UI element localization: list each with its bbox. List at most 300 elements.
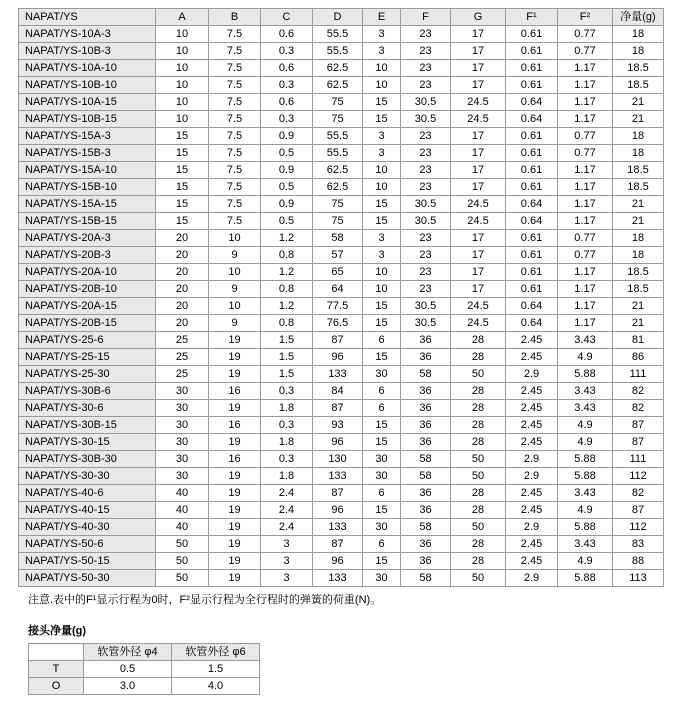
value-cell: 30.5: [401, 196, 451, 213]
value-cell: 23: [401, 247, 451, 264]
value-cell: 28: [451, 434, 506, 451]
value-cell: 30: [156, 468, 209, 485]
value-cell: 7.5: [209, 196, 261, 213]
value-cell: 6: [363, 485, 401, 502]
model-cell: NAPAT/YS-20A-15: [19, 298, 156, 315]
value-cell: 18: [613, 43, 664, 60]
value-cell: 96: [313, 434, 363, 451]
model-cell: NAPAT/YS-10A-15: [19, 94, 156, 111]
table-row: [19, 468, 664, 485]
spec-table: [18, 8, 664, 587]
value-cell: 20: [156, 230, 209, 247]
fitting-table-body: [29, 661, 260, 695]
value-cell: 1.2: [261, 264, 313, 281]
table-row: [29, 661, 260, 678]
model-cell: NAPAT/YS-20A-10: [19, 264, 156, 281]
value-cell: 15: [156, 213, 209, 230]
value-cell: 21: [613, 298, 664, 315]
value-cell: 57: [313, 247, 363, 264]
value-cell: 111: [613, 366, 664, 383]
value-cell: 3: [261, 570, 313, 587]
value-cell: 25: [156, 349, 209, 366]
table-row: [19, 332, 664, 349]
value-cell: 113: [613, 570, 664, 587]
table-row: [19, 43, 664, 60]
value-cell: 1.17: [558, 162, 613, 179]
value-cell: 40: [156, 502, 209, 519]
value-cell: 19: [209, 502, 261, 519]
value-cell: 15: [363, 298, 401, 315]
value-cell: 133: [313, 366, 363, 383]
value-cell: 0.9: [261, 162, 313, 179]
value-cell: 4.9: [558, 553, 613, 570]
value-cell: 7.5: [209, 77, 261, 94]
value-cell: 10: [209, 264, 261, 281]
value-cell: 2.9: [506, 468, 558, 485]
value-cell: 10: [156, 111, 209, 128]
value-cell: 2.4: [261, 485, 313, 502]
value-cell: 15: [363, 502, 401, 519]
value-cell: 18.5: [613, 60, 664, 77]
model-cell: NAPAT/YS-30B-6: [19, 383, 156, 400]
value-cell: 16: [209, 417, 261, 434]
table-row: [19, 451, 664, 468]
value-cell: 87: [313, 485, 363, 502]
value-cell: 133: [313, 519, 363, 536]
value-cell: 15: [363, 94, 401, 111]
value-cell: 62.5: [313, 60, 363, 77]
value-cell: 30: [363, 451, 401, 468]
value-cell: 7.5: [209, 162, 261, 179]
value-cell: 7.5: [209, 179, 261, 196]
value-cell: 2.45: [506, 349, 558, 366]
value-cell: 87: [313, 400, 363, 417]
value-cell: 87: [613, 434, 664, 451]
column-header: C: [261, 9, 313, 26]
model-cell: NAPAT/YS-50-6: [19, 536, 156, 553]
value-cell: 87: [313, 332, 363, 349]
value-cell: 50: [451, 366, 506, 383]
value-cell: 2.45: [506, 383, 558, 400]
value-cell: 2.45: [506, 553, 558, 570]
table-row: [19, 230, 664, 247]
value-cell: 50: [451, 451, 506, 468]
value-cell: 20: [156, 247, 209, 264]
value-cell: 133: [313, 570, 363, 587]
model-cell: NAPAT/YS-30B-30: [19, 451, 156, 468]
value-cell: 23: [401, 77, 451, 94]
value-cell: 20: [156, 264, 209, 281]
value-cell: 0.61: [506, 230, 558, 247]
value-cell: 96: [313, 349, 363, 366]
value-cell: 6: [363, 332, 401, 349]
value-cell: 5.88: [558, 468, 613, 485]
value-cell: 21: [613, 196, 664, 213]
value-cell: 1.8: [261, 434, 313, 451]
value-cell: 1.17: [558, 111, 613, 128]
value-cell: 55.5: [313, 26, 363, 43]
value-cell: 16: [209, 451, 261, 468]
value-cell: 20: [156, 315, 209, 332]
weight-value-cell: 0.5: [84, 661, 172, 678]
value-cell: 36: [401, 383, 451, 400]
value-cell: 96: [313, 553, 363, 570]
value-cell: 3: [363, 145, 401, 162]
value-cell: 18.5: [613, 179, 664, 196]
value-cell: 6: [363, 400, 401, 417]
model-cell: NAPAT/YS-15A-15: [19, 196, 156, 213]
value-cell: 1.17: [558, 94, 613, 111]
fitting-type-cell: O: [29, 678, 84, 695]
value-cell: 6: [363, 536, 401, 553]
value-cell: 24.5: [451, 94, 506, 111]
value-cell: 58: [401, 519, 451, 536]
table-row: [19, 315, 664, 332]
table-row: [19, 145, 664, 162]
value-cell: 9: [209, 281, 261, 298]
value-cell: 0.9: [261, 196, 313, 213]
value-cell: 28: [451, 502, 506, 519]
value-cell: 16: [209, 383, 261, 400]
value-cell: 0.61: [506, 281, 558, 298]
value-cell: 40: [156, 485, 209, 502]
value-cell: 0.3: [261, 43, 313, 60]
value-cell: 0.8: [261, 281, 313, 298]
value-cell: 50: [451, 570, 506, 587]
value-cell: 7.5: [209, 94, 261, 111]
fitting-table-header-row: [29, 644, 260, 661]
value-cell: 23: [401, 128, 451, 145]
table-row: [19, 77, 664, 94]
value-cell: 10: [363, 281, 401, 298]
value-cell: 18.5: [613, 162, 664, 179]
value-cell: 3: [261, 553, 313, 570]
value-cell: 83: [613, 536, 664, 553]
model-cell: NAPAT/YS-15B-3: [19, 145, 156, 162]
value-cell: 75: [313, 213, 363, 230]
value-cell: 1.8: [261, 400, 313, 417]
value-cell: 19: [209, 366, 261, 383]
value-cell: 15: [363, 349, 401, 366]
value-cell: 28: [451, 485, 506, 502]
corner-cell: [29, 644, 84, 661]
value-cell: 30: [156, 451, 209, 468]
value-cell: 15: [363, 213, 401, 230]
table-row: [19, 213, 664, 230]
value-cell: 30: [363, 570, 401, 587]
value-cell: 62.5: [313, 77, 363, 94]
value-cell: 24.5: [451, 298, 506, 315]
value-cell: 30.5: [401, 111, 451, 128]
value-cell: 15: [363, 417, 401, 434]
value-cell: 50: [451, 519, 506, 536]
value-cell: 17: [451, 43, 506, 60]
value-cell: 65: [313, 264, 363, 281]
column-header: E: [363, 9, 401, 26]
value-cell: 17: [451, 247, 506, 264]
value-cell: 23: [401, 179, 451, 196]
value-cell: 87: [613, 417, 664, 434]
value-cell: 18: [613, 247, 664, 264]
model-cell: NAPAT/YS-25-6: [19, 332, 156, 349]
value-cell: 10: [156, 94, 209, 111]
value-cell: 19: [209, 553, 261, 570]
value-cell: 18: [613, 230, 664, 247]
value-cell: 0.6: [261, 94, 313, 111]
value-cell: 17: [451, 162, 506, 179]
value-cell: 36: [401, 434, 451, 451]
value-cell: 9: [209, 247, 261, 264]
value-cell: 1.17: [558, 315, 613, 332]
value-cell: 82: [613, 400, 664, 417]
value-cell: 36: [401, 400, 451, 417]
value-cell: 28: [451, 332, 506, 349]
value-cell: 58: [313, 230, 363, 247]
model-cell: NAPAT/YS-20B-10: [19, 281, 156, 298]
table-row: [19, 94, 664, 111]
value-cell: 19: [209, 536, 261, 553]
value-cell: 15: [156, 162, 209, 179]
value-cell: 133: [313, 468, 363, 485]
value-cell: 40: [156, 519, 209, 536]
value-cell: 17: [451, 281, 506, 298]
hose-diameter-header: 软管外径 φ4: [84, 644, 172, 661]
value-cell: 0.3: [261, 111, 313, 128]
value-cell: 4.9: [558, 417, 613, 434]
value-cell: 0.5: [261, 179, 313, 196]
value-cell: 0.5: [261, 145, 313, 162]
value-cell: 36: [401, 417, 451, 434]
value-cell: 21: [613, 213, 664, 230]
value-cell: 4.9: [558, 502, 613, 519]
value-cell: 10: [209, 230, 261, 247]
value-cell: 30.5: [401, 315, 451, 332]
value-cell: 24.5: [451, 196, 506, 213]
value-cell: 30: [363, 519, 401, 536]
spec-table-header-row: [19, 9, 664, 26]
value-cell: 15: [363, 111, 401, 128]
table-row: [19, 128, 664, 145]
value-cell: 1.17: [558, 179, 613, 196]
value-cell: 87: [313, 536, 363, 553]
value-cell: 19: [209, 485, 261, 502]
value-cell: 20: [156, 298, 209, 315]
table-row: [19, 111, 664, 128]
value-cell: 17: [451, 179, 506, 196]
value-cell: 0.61: [506, 145, 558, 162]
value-cell: 0.8: [261, 247, 313, 264]
model-cell: NAPAT/YS-15A-10: [19, 162, 156, 179]
column-header: F²: [558, 9, 613, 26]
value-cell: 36: [401, 536, 451, 553]
value-cell: 0.61: [506, 247, 558, 264]
value-cell: 17: [451, 264, 506, 281]
value-cell: 24.5: [451, 111, 506, 128]
model-cell: NAPAT/YS-30-6: [19, 400, 156, 417]
table-row: [19, 502, 664, 519]
value-cell: 10: [363, 264, 401, 281]
value-cell: 84: [313, 383, 363, 400]
value-cell: 30: [363, 366, 401, 383]
model-cell: NAPAT/YS-50-30: [19, 570, 156, 587]
value-cell: 0.64: [506, 196, 558, 213]
value-cell: 19: [209, 468, 261, 485]
model-cell: NAPAT/YS-20B-3: [19, 247, 156, 264]
value-cell: 2.45: [506, 434, 558, 451]
value-cell: 36: [401, 553, 451, 570]
value-cell: 0.8: [261, 315, 313, 332]
value-cell: 23: [401, 43, 451, 60]
table-row: [29, 678, 260, 695]
value-cell: 76.5: [313, 315, 363, 332]
value-cell: 0.64: [506, 111, 558, 128]
value-cell: 0.61: [506, 43, 558, 60]
table-row: [19, 349, 664, 366]
column-header: F: [401, 9, 451, 26]
value-cell: 30: [156, 383, 209, 400]
weight-value-cell: 3.0: [84, 678, 172, 695]
value-cell: 3.43: [558, 485, 613, 502]
value-cell: 15: [156, 128, 209, 145]
value-cell: 17: [451, 230, 506, 247]
value-cell: 5.88: [558, 451, 613, 468]
value-cell: 0.61: [506, 77, 558, 94]
value-cell: 1.17: [558, 281, 613, 298]
value-cell: 1.5: [261, 349, 313, 366]
value-cell: 86: [613, 349, 664, 366]
value-cell: 75: [313, 196, 363, 213]
value-cell: 1.17: [558, 213, 613, 230]
value-cell: 55.5: [313, 145, 363, 162]
value-cell: 3: [261, 536, 313, 553]
value-cell: 5.88: [558, 519, 613, 536]
value-cell: 2.45: [506, 485, 558, 502]
value-cell: 77.5: [313, 298, 363, 315]
value-cell: 7.5: [209, 213, 261, 230]
value-cell: 25: [156, 366, 209, 383]
value-cell: 28: [451, 349, 506, 366]
value-cell: 21: [613, 111, 664, 128]
value-cell: 82: [613, 485, 664, 502]
value-cell: 3: [363, 247, 401, 264]
value-cell: 50: [156, 570, 209, 587]
value-cell: 2.9: [506, 519, 558, 536]
value-cell: 0.61: [506, 128, 558, 145]
value-cell: 6: [363, 383, 401, 400]
weight-value-cell: 1.5: [172, 661, 260, 678]
value-cell: 0.3: [261, 451, 313, 468]
value-cell: 50: [156, 553, 209, 570]
table-row: [19, 196, 664, 213]
value-cell: 15: [363, 553, 401, 570]
table-row: [19, 417, 664, 434]
column-header: 净量(g): [613, 9, 664, 26]
model-cell: NAPAT/YS-30-15: [19, 434, 156, 451]
value-cell: 18: [613, 145, 664, 162]
value-cell: 21: [613, 315, 664, 332]
model-column-header: NAPAT/YS: [19, 9, 156, 26]
value-cell: 30: [156, 417, 209, 434]
value-cell: 30: [156, 400, 209, 417]
value-cell: 18: [613, 128, 664, 145]
model-cell: NAPAT/YS-10A-10: [19, 60, 156, 77]
value-cell: 30: [156, 434, 209, 451]
value-cell: 75: [313, 94, 363, 111]
value-cell: 23: [401, 162, 451, 179]
value-cell: 62.5: [313, 162, 363, 179]
value-cell: 19: [209, 332, 261, 349]
table-row: [19, 264, 664, 281]
value-cell: 15: [363, 196, 401, 213]
model-cell: NAPAT/YS-20A-3: [19, 230, 156, 247]
fitting-weight-table: [28, 643, 260, 695]
value-cell: 19: [209, 434, 261, 451]
value-cell: 3: [363, 26, 401, 43]
value-cell: 15: [156, 179, 209, 196]
value-cell: 5.88: [558, 366, 613, 383]
model-cell: NAPAT/YS-50-15: [19, 553, 156, 570]
value-cell: 15: [156, 145, 209, 162]
fitting-weight-title: 接头净量(g): [28, 625, 87, 637]
value-cell: 55.5: [313, 43, 363, 60]
table-row: [19, 162, 664, 179]
value-cell: 10: [156, 43, 209, 60]
value-cell: 2.45: [506, 536, 558, 553]
value-cell: 1.17: [558, 60, 613, 77]
value-cell: 2.9: [506, 451, 558, 468]
value-cell: 55.5: [313, 128, 363, 145]
value-cell: 7.5: [209, 128, 261, 145]
value-cell: 1.17: [558, 264, 613, 281]
value-cell: 111: [613, 451, 664, 468]
value-cell: 0.3: [261, 383, 313, 400]
value-cell: 23: [401, 281, 451, 298]
value-cell: 2.45: [506, 332, 558, 349]
value-cell: 50: [156, 536, 209, 553]
model-cell: NAPAT/YS-15B-15: [19, 213, 156, 230]
value-cell: 17: [451, 145, 506, 162]
value-cell: 0.77: [558, 247, 613, 264]
model-cell: NAPAT/YS-30B-15: [19, 417, 156, 434]
fitting-type-cell: T: [29, 661, 84, 678]
value-cell: 0.64: [506, 298, 558, 315]
table-row: [19, 485, 664, 502]
value-cell: 112: [613, 519, 664, 536]
value-cell: 18.5: [613, 264, 664, 281]
value-cell: 62.5: [313, 179, 363, 196]
value-cell: 2.45: [506, 502, 558, 519]
value-cell: 130: [313, 451, 363, 468]
value-cell: 21: [613, 94, 664, 111]
value-cell: 28: [451, 383, 506, 400]
value-cell: 36: [401, 485, 451, 502]
value-cell: 0.61: [506, 264, 558, 281]
model-cell: NAPAT/YS-10B-3: [19, 43, 156, 60]
value-cell: 1.17: [558, 77, 613, 94]
value-cell: 7.5: [209, 26, 261, 43]
value-cell: 30.5: [401, 213, 451, 230]
value-cell: 17: [451, 60, 506, 77]
table-row: [19, 26, 664, 43]
value-cell: 23: [401, 230, 451, 247]
value-cell: 10: [363, 60, 401, 77]
value-cell: 17: [451, 77, 506, 94]
model-cell: NAPAT/YS-40-15: [19, 502, 156, 519]
value-cell: 0.6: [261, 60, 313, 77]
value-cell: 24.5: [451, 213, 506, 230]
value-cell: 1.17: [558, 298, 613, 315]
value-cell: 112: [613, 468, 664, 485]
